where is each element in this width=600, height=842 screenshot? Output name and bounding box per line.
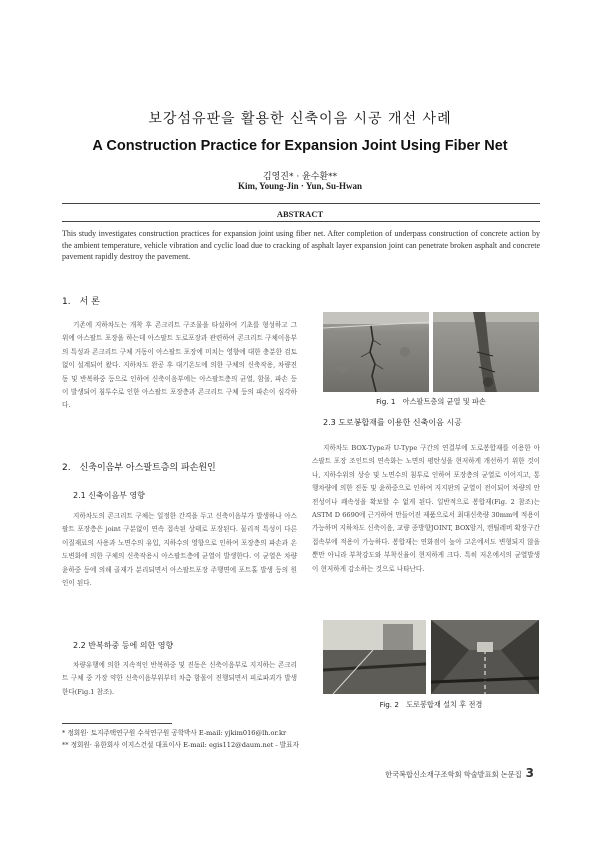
section-2-2-paragraph: 차량유행에 의한 지속적인 반복하중 및 진동은 신축이음부로 지지하는 콘크리트 구체 중 가장 약한 신축이음부위부터 차츰 함몰이 진행되면서 피로파괴가 발생한다(Fig.1 참조). (62, 661, 297, 696)
fig1-photo-right (433, 312, 539, 392)
abstract-top-rule (62, 203, 540, 204)
abstract-heading: ABSTRACT (276, 209, 324, 219)
fig1-photo-right-image (433, 312, 539, 392)
footnote-2: ** 정회원· 유한회사 이지스건설 대표이사 E-mail: egis112@daum.net - 발표자 (62, 741, 299, 749)
authors-korean: 김영진* · 윤수환** (262, 172, 338, 182)
fig1-caption: Fig. 1 아스팔트층의 균열 및 파손 (376, 397, 486, 406)
fig2-photo-left-image (323, 620, 426, 694)
fig2-caption: Fig. 2 도로봉합재 설치 후 전경 (379, 700, 483, 709)
fig2-photo-left (323, 620, 426, 694)
section-2-1-heading: 2.1 신축이음부 영향 (73, 491, 145, 500)
section-1-paragraph: 기존에 지하차도는 개착 후 콘크리트 구조물을 타설하여 기초를 형성하고 그 위에 아스팔트 포장을 하는데 아스팔트 도로포장과 관련하여 콘크리트 구체이음부의 특성과 콘크리트 구체 거동이 아스팔트 포장에 미치는 영향에 대한 충분한 검토없이 설계되어 왔다. 지하차도 완공 후 대기온도에 의한 구체의 신축작용, 차량진동 및 반복하중 등으로 인하여 신축이음부에는 아스팔트층의 균열, 함몰, 파손 등이 발생되어 침투수로 인한 아스팔트 포장층과 콘크리트 구체 등의 파손이 심각하다. (62, 321, 297, 410)
section-2-2-body (62, 659, 297, 699)
paper-title-english: A Construction Practice for Expansion Joint Using Fiber Net (92, 138, 508, 154)
section-2-3-heading: 2.3 도로봉합재를 이용한 신축이음 시공 (323, 418, 462, 427)
section-2-heading: 2. 신축이음부 아스팔트층의 파손원인 (62, 463, 216, 473)
section-2-3-body (312, 442, 540, 576)
abstract-heading-rule (62, 221, 540, 222)
fig1-photo-left (323, 312, 429, 392)
page-footer (385, 766, 534, 780)
authors-english: Kim, Young-Jin · Yun, Su-Hwan (237, 181, 363, 191)
journal-name: 한국복합신소재구조학회 학술발표회 논문집 (385, 770, 522, 779)
footnote-1: * 정회원· 토지주택연구원 수석연구원 공학박사 E-mail: yjkim016@lh.or.kr (62, 729, 287, 737)
section-1-body (62, 319, 297, 413)
fig2-photo-right-image (431, 620, 539, 694)
section-2-3-paragraph: 지하차도 BOX-Type과 U-Type 구간의 연결부에 도로봉합재를 이용한 아스팔트 포장 조인트의 연속화는 노면의 평탄성을 현저하게 개선하기 위한 것이나, 지하수위의 상승 및 노면수의 침투로 인하여 포장층의 균열로 이어지고, 통행차량에 의한 진동 및 윤하중으로 인하여 지지판의 균열이 전이되어 차량의 안전성이나 쾌속성을 확보할 수 없게 된다. 일반적으로 봉합재(Fig. 2 참조)는 ASTM D 6690에 근거하여 만들어진 제품으로서 최대신축량 30mm에 적용이 가능하며 지하차도 신축이음, 교량 종방향JOINT, BOX암거, 캔틸레버 확장구간 접속부에 적용이 가능하다. 봉합재는 연화점이 높아 고온에서도 변형되지 않을 뿐만 아니라 부착강도와 부착신율이 현저하게 크다. 특히 저온에서의 균열발생이 현저하게 감소하는 것으로 나타난다. (312, 444, 540, 573)
paper-title-korean: 보강섬유판을 활용한 신축이음 시공 개선 사례 (148, 111, 452, 127)
section-2-2-heading: 2.2 반복하중 등에 의한 영향 (73, 641, 174, 650)
fig2-photo-right (431, 620, 539, 694)
fig1-photo-left-image (323, 312, 429, 392)
page-number: 3 (525, 766, 534, 780)
abstract-text: This study investigates construction practices for expansion joint using fiber net. After completion of underpass construction of concrete action by the ambient temperature, vehicle vibration and cyclic load due to cracking of asphalt layer expansion joint can penetrate broken asphalt and concrete pavement rapidly destroy the pavement. (62, 229, 540, 261)
section-1-heading: 1. 서 론 (62, 297, 100, 307)
footnote-rule (62, 723, 172, 724)
section-2-1-body (62, 510, 297, 590)
section-2-1-paragraph: 지하차도의 콘크리트 구체는 일정한 간격을 두고 신축이음부가 발생하나 아스팔트 포장층은 joint 구분없이 연속 접속된 상태로 포장된다. 물리적 특성이 다른 이질재료의 사용과 노면수의 유입, 지하수의 영향으로 인하여 포장층의 파손과 온도변화에 의한 구체의 신축작용시 아스팔트층에 균열이 발생한다. 이 균열은 차량 윤하중 등에 의해 골재가 분리되면서 아스팔트포장 주행면에 포트홀 발생 등의 원인이 된다. (62, 512, 297, 588)
